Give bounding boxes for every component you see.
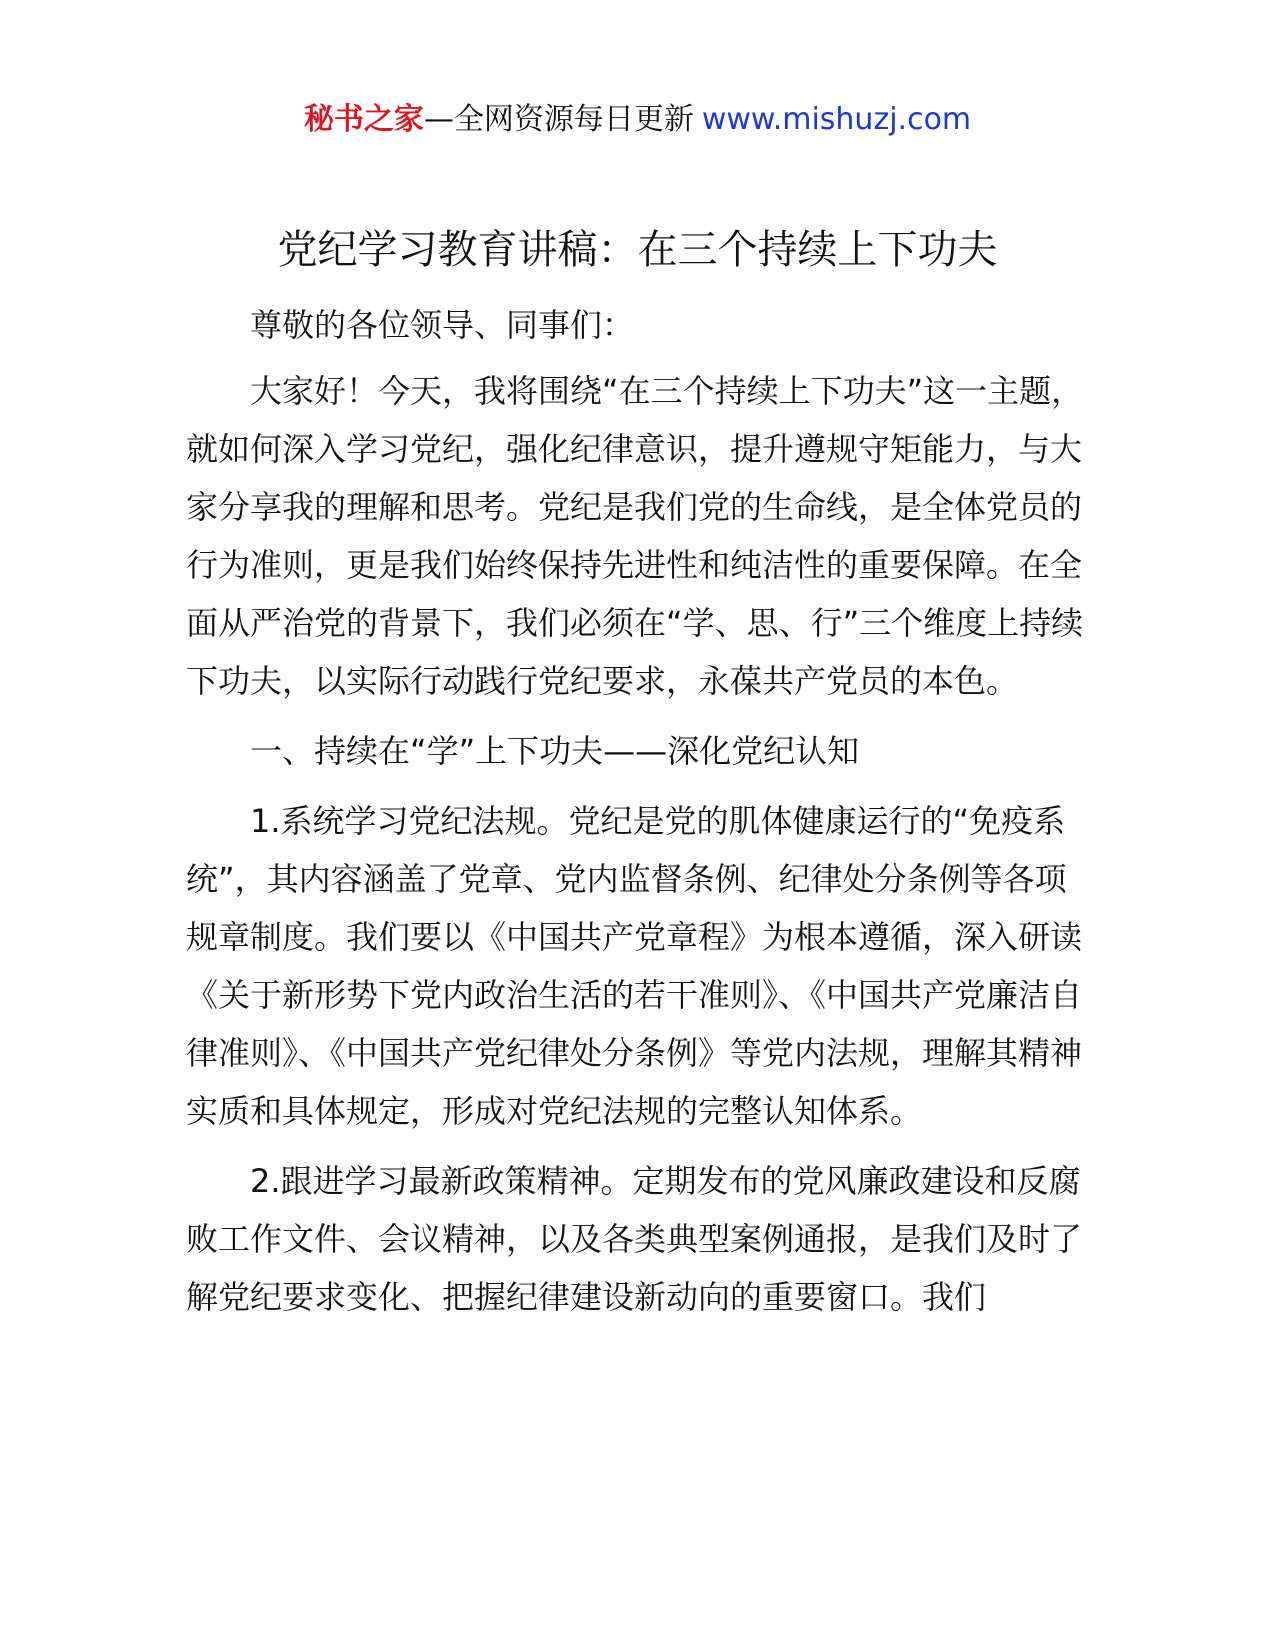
document-body bbox=[186, 296, 1086, 1338]
section-heading-1: 一、持续在“学”上下功夫——深化党纪认知 bbox=[250, 732, 860, 770]
site-url-link[interactable]: www.mishuzj.com bbox=[701, 102, 972, 137]
site-header bbox=[0, 100, 1275, 140]
paragraph-point-1: 1.系统学习党纪法规。党纪是党的肌体健康运行的“免疫系统”，其内容涵盖了党章、党内监督条例、纪律处分条例等各项规章制度。我们要以《中国共产党章程》为根本遵循，深入研读《关于新形势下党内政治生活的若干准则》、《中国共产党廉洁自律准则》、《中国共产党纪律处分条例》等党内法规，理解其精神实质和具体规定，形成对党纪法规的完整认知体系。 bbox=[186, 802, 1083, 1130]
site-brand: 秘书之家 bbox=[303, 102, 424, 137]
paragraph-intro: 大家好！今天，我将围绕“在三个持续上下功夫”这一主题，就如何深入学习党纪，强化纪律意识，提升遵规守矩能力，与大家分享我的理解和思考。党纪是我们党的生命线，是全体党员的行为准则，更是我们始终保持先进性和纯洁性的重要保障。在全面从严治党的背景下，我们必须在“学、思、行”三个维度上持续下功夫，以实际行动践行党纪要求，永葆共产党员的本色。 bbox=[186, 372, 1084, 700]
salutation: 尊敬的各位领导、同事们： bbox=[250, 306, 635, 344]
paragraph-point-2: 2.跟进学习最新政策精神。定期发布的党风廉政建设和反腐败工作文件、会议精神，以及各类典型案例通报，是我们及时了解党纪要求变化、把握纪律建设新动向的重要窗口。我们 bbox=[186, 1162, 1083, 1316]
site-tagline: —全网资源每日更新 bbox=[423, 102, 694, 137]
document-title: 党纪学习教育讲稿：在三个持续上下功夫 bbox=[277, 227, 998, 273]
